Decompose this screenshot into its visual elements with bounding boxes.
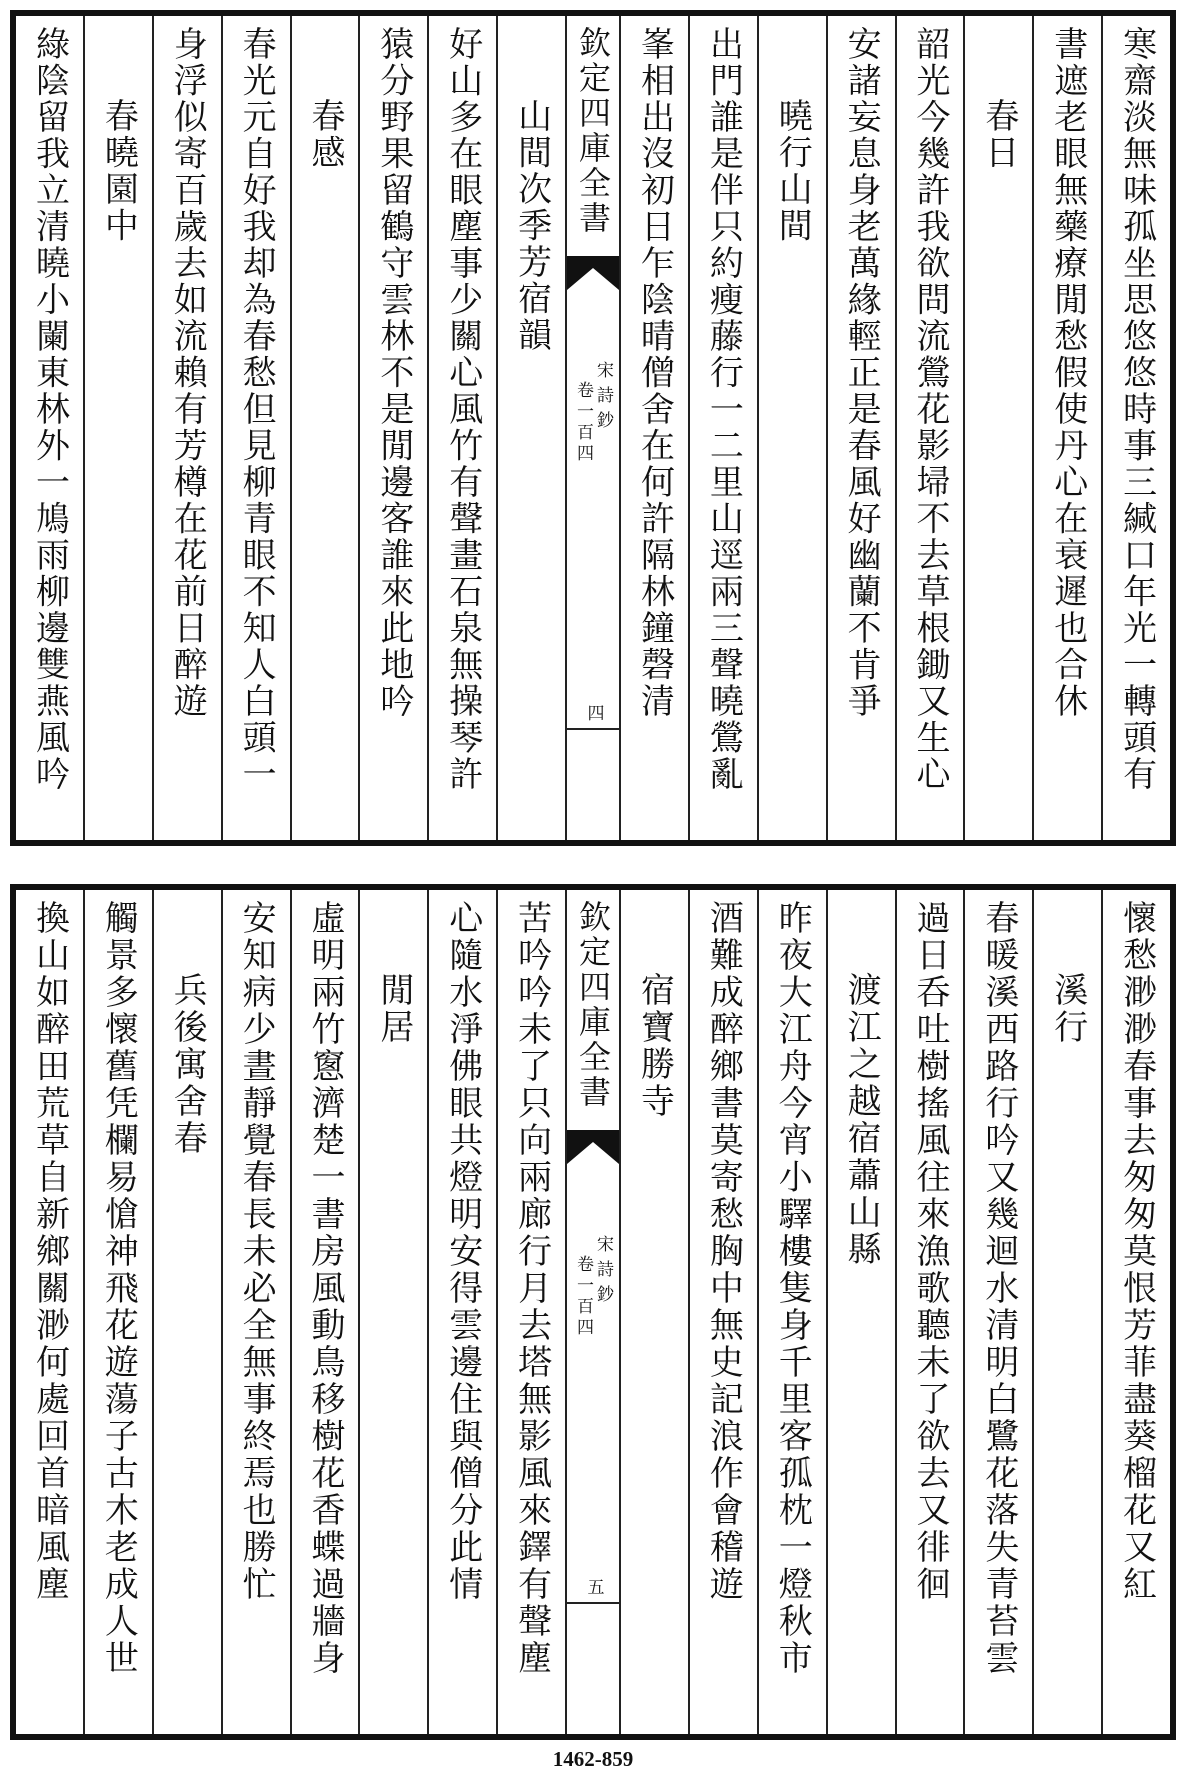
text-column: [1101, 890, 1170, 1734]
source-block: [573, 361, 613, 465]
verse-text: 韶光今幾許我欲問流鶯花影埽不去草根鋤又生心: [909, 26, 950, 793]
verse-text: 虛明兩竹窻濟楚一書房風動鳥移樹花香蝶過牆身: [304, 900, 345, 1677]
verse-text: 安諸妄息身老萬緣輕正是春風好幽蘭不肯爭: [841, 26, 882, 720]
verse-text: 昨夜大江舟今宵小驛樓隻身千里客孤枕一燈秋市: [772, 900, 813, 1677]
verse-text: 苦吟吟未了只向兩廊行月去塔無影風來鐸有聲塵: [511, 900, 552, 1677]
book-title: 欽定四庫全書: [574, 26, 612, 236]
text-column: [496, 890, 565, 1734]
poem-title: 兵後寓舍春: [167, 972, 208, 1157]
poem-title: 宿寶勝寺: [634, 972, 675, 1120]
text-column: [16, 16, 83, 840]
text-column: [427, 890, 496, 1734]
page-number-rule: [567, 1602, 619, 1604]
volume-label: 卷一百四: [573, 1255, 593, 1339]
text-column: [290, 890, 359, 1734]
verse-text: 好山多在眼塵事少關心風竹有聲畫石泉無操琴許: [442, 26, 483, 793]
text-column: [895, 16, 964, 840]
verse-text: 觸景多懷舊凭欄易愴神飛花遊蕩子古木老成人世: [98, 900, 139, 1677]
text-column: [16, 890, 83, 1734]
fish-tail-mark-icon: [567, 1130, 619, 1164]
source-title: 宋詩鈔: [593, 1235, 613, 1310]
text-column: [83, 890, 152, 1734]
source-block: [573, 1235, 613, 1339]
verse-text: 酒難成醉鄉書莫寄愁胸中無史記浪作會稽遊: [703, 900, 744, 1603]
fish-tail-mark-icon: [567, 256, 619, 290]
title-column: [290, 16, 359, 840]
text-column: [427, 16, 496, 840]
text-column: [1032, 16, 1101, 840]
poem-title: 春曉園中: [98, 98, 139, 244]
verse-text: 換山如醉田荒草自新鄉關渺何處回首暗風塵: [29, 900, 70, 1603]
text-column: [895, 890, 964, 1734]
volume-label: 卷一百四: [573, 381, 593, 465]
verse-text: 懷愁渺渺春事去匆匆莫恨芳菲盡葵榴花又紅: [1116, 900, 1157, 1603]
title-column: [757, 16, 826, 840]
text-column: [826, 16, 895, 840]
page-number-rule: [567, 728, 619, 730]
page-code-footer: 1462-859: [552, 1747, 634, 1771]
text-column: [221, 890, 290, 1734]
poem-title: 渡江之越宿蕭山縣: [841, 972, 882, 1268]
title-column: [358, 890, 427, 1734]
title-column: [83, 16, 152, 840]
poem-title: 春感: [304, 98, 345, 171]
text-column: [688, 16, 757, 840]
verse-text: 春暖溪西路行吟又幾迴水清明白鷺花落失青苔雲: [978, 900, 1019, 1677]
poem-title: 溪行: [1047, 972, 1088, 1046]
poem-title: 曉行山間: [772, 98, 813, 244]
poem-title: 山間次季芳宿韻: [511, 98, 552, 354]
verse-text: 峯相出沒初日乍陰晴僧舍在何許隔林鐘磬清: [634, 26, 675, 720]
text-column: [688, 890, 757, 1734]
verse-text: 猿分野果留鶴守雲林不是閒邊客誰來此地吟: [373, 26, 414, 720]
text-column: [757, 890, 826, 1734]
text-column: [358, 16, 427, 840]
text-column: [619, 16, 688, 840]
page-panel-bottom: [10, 884, 1176, 1740]
title-column: [496, 16, 565, 840]
verse-text: 身浮似寄百歲去如流賴有芳樽在花前日醉遊: [167, 26, 208, 720]
center-margin-column: [565, 890, 619, 1734]
title-column: [152, 890, 221, 1734]
poem-title: 春日: [978, 98, 1019, 171]
poem-title: 閒居: [373, 972, 414, 1046]
book-title: 欽定四庫全書: [574, 900, 612, 1110]
text-column: [152, 16, 221, 840]
verse-text: 過日呑吐樹搖風往來漁歌聽未了欲去又徘徊: [909, 900, 950, 1603]
verse-text: 安知病少晝靜覺春長未必全無事終焉也勝忙: [236, 900, 277, 1603]
title-column: [963, 16, 1032, 840]
verse-text: 書遮老眼無藥療閒愁假使丹心在衰遲也合休: [1047, 26, 1088, 720]
source-title: 宋詩鈔: [593, 361, 613, 436]
page-number: 四: [583, 704, 604, 721]
page-number: 五: [583, 1578, 604, 1595]
text-column: [1101, 16, 1170, 840]
verse-text: 春光元自好我却為春愁但見柳青眼不知人白頭一: [236, 26, 277, 793]
title-column: [826, 890, 895, 1734]
text-column: [963, 890, 1032, 1734]
title-column: [1032, 890, 1101, 1734]
page-panel-top: [10, 10, 1176, 846]
verse-text: 綠陰留我立清曉小闌東林外一鳩雨柳邊雙燕風吟: [29, 26, 70, 793]
text-column: [221, 16, 290, 840]
verse-text: 出門誰是伴只約瘦藤行一二里山逕兩三聲曉鶯亂: [703, 26, 744, 793]
title-column: [619, 890, 688, 1734]
center-margin-column: [565, 16, 619, 840]
verse-text: 心隨水淨佛眼共燈明安得雲邊住與僧分此情: [442, 900, 483, 1603]
verse-text: 寒齋淡無味孤坐思悠悠時事三緘口年光一轉頭有: [1116, 26, 1157, 793]
